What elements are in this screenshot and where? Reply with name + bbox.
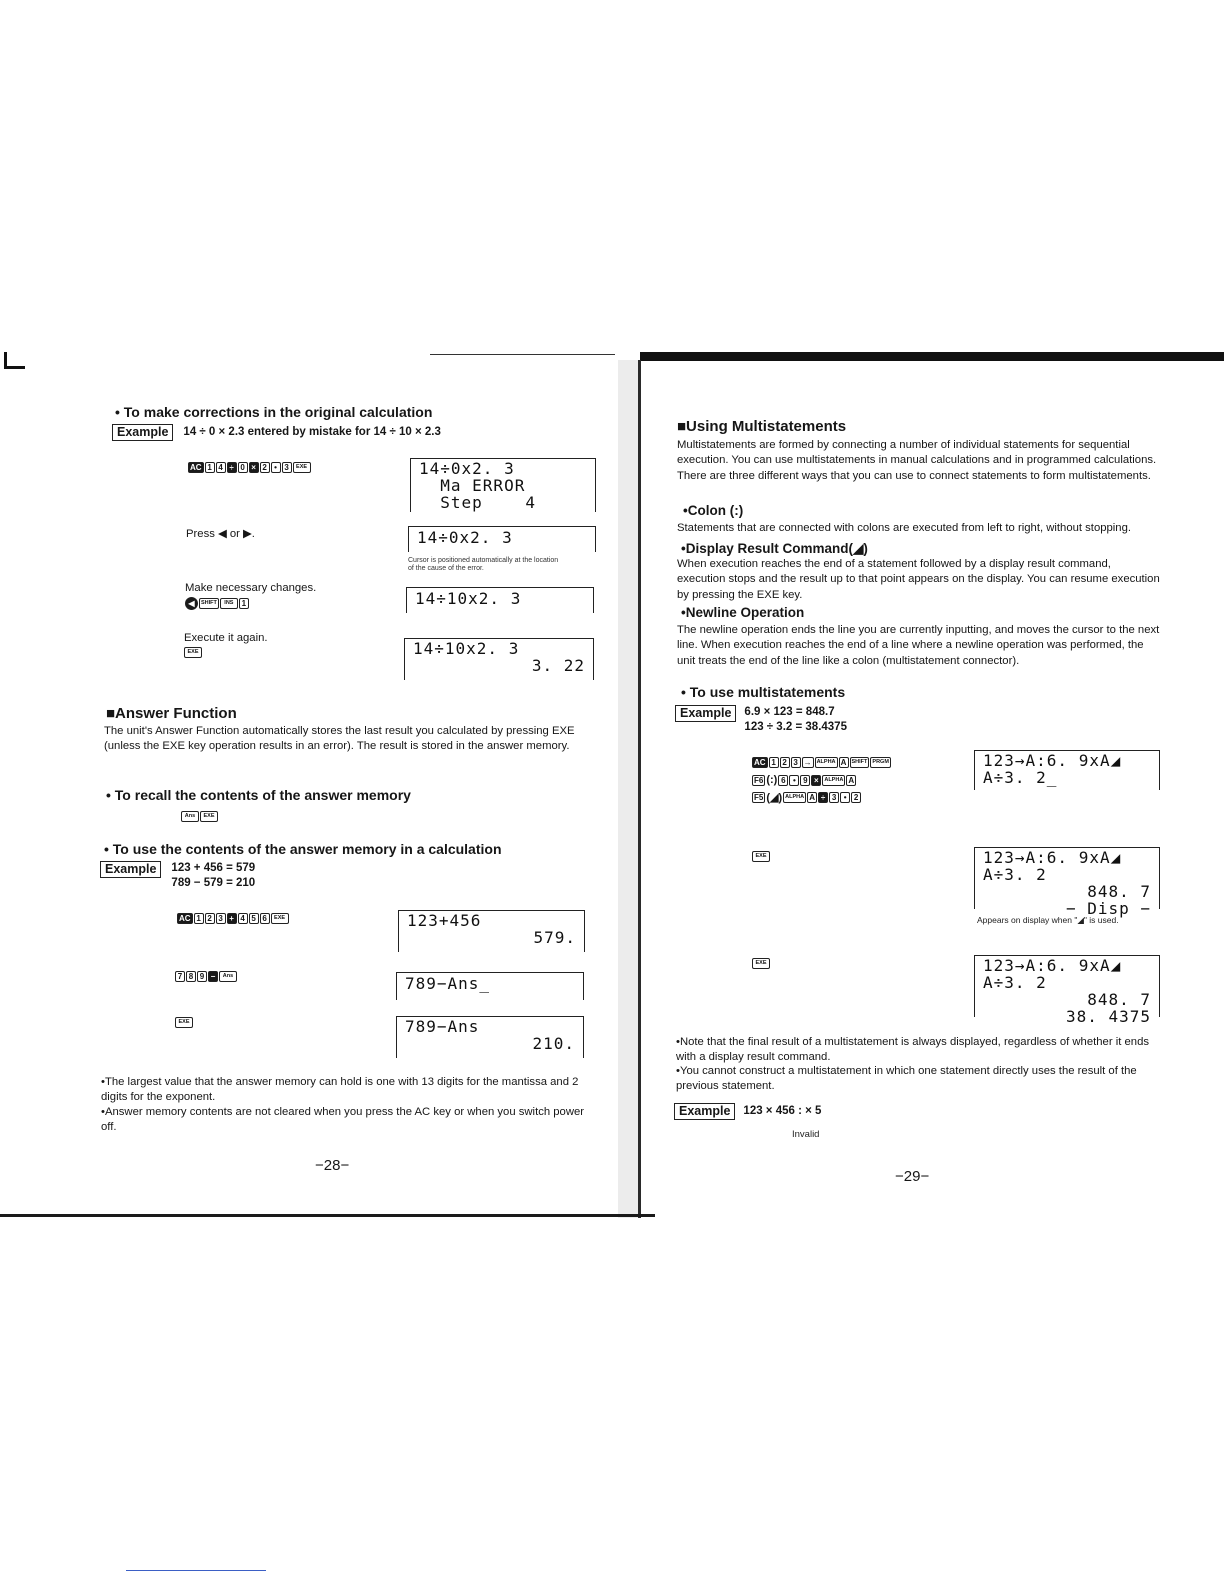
lcd-line-3: Step 4 — [419, 493, 536, 512]
key-5: 5 — [249, 913, 259, 924]
cursor-note-1: Cursor is positioned automatically at the location — [408, 557, 559, 564]
lcd-display-cursor — [408, 526, 596, 552]
page-number-right: −29− — [895, 1168, 930, 1185]
key-sequence-exe-m — [752, 851, 770, 862]
lcd-display-edited — [406, 587, 594, 613]
key-point: • — [789, 775, 799, 786]
newline-para: The newline operation ends the line you are currently inputting, and moves the cursor to the next line. When execution reaches the end of a line where a newline operation was performed, the unit treats the end of the line like a colon (multistatement connector). — [677, 624, 1160, 667]
example-3-line-2: 123 ÷ 3.2 = 38.4375 — [744, 721, 847, 733]
lcd-display-final — [974, 955, 1160, 1026]
example-1-text: 14 ÷ 0 × 2.3 entered by mistake for 14 ÷ 10 × 2.3 — [183, 426, 441, 438]
example-label: Example — [100, 861, 161, 878]
key-point: • — [840, 792, 850, 803]
key-ac: AC — [754, 758, 766, 767]
key-3: 3 — [282, 462, 292, 473]
key-8: 8 — [186, 971, 196, 982]
lcd-line-1: 123→A:6. 9xA◢ — [983, 956, 1122, 975]
key-exe: EXE — [175, 1017, 193, 1028]
cursor-note-2: of the cause of the error. — [408, 565, 484, 572]
key-divide: ÷ — [818, 792, 828, 803]
example-3-line-1: 6.9 × 123 = 848.7 — [744, 706, 835, 718]
key-exe: EXE — [752, 958, 770, 969]
lcd-line-1: 14÷10x2. 3 — [413, 639, 520, 658]
recall-heading: • To recall the contents of the answer memory — [106, 787, 411, 803]
key-2: 2 — [851, 792, 861, 803]
colon-label: (:) — [766, 774, 778, 786]
key-plus: + — [227, 913, 237, 924]
example-4-text: 123 × 456 : × 5 — [743, 1105, 822, 1117]
key-f6: F6 — [754, 775, 764, 785]
lcd-line-2: 579. — [533, 928, 576, 947]
key-a: A — [807, 792, 817, 803]
lcd-line-3: 848. 7 — [1087, 990, 1151, 1009]
answer-function-para: The unit's Answer Function automatically stores the last result you calculated by pressing EXE (unless the EXE key operation results in an error). The result is stored in the answer memory. — [104, 725, 575, 753]
lcd-display-difference — [396, 1016, 584, 1058]
example-1 — [112, 424, 441, 441]
key-sequence-3 — [177, 913, 289, 924]
lcd-line-1: 14÷0x2. 3 — [417, 528, 513, 547]
key-sequence-m2 — [752, 774, 856, 786]
key-1: 1 — [205, 462, 215, 473]
key-4: 4 — [238, 913, 248, 924]
key-1: 1 — [194, 913, 204, 924]
link-underline — [126, 1570, 266, 1571]
example-label: Example — [674, 1103, 735, 1120]
key-ans: Ans — [219, 971, 237, 982]
lcd-line-2: 210. — [532, 1034, 575, 1053]
lcd-line-3: 848. 7 — [1087, 882, 1151, 901]
lcd-display-error — [410, 458, 596, 512]
lcd-line-1: 123→A:6. 9xA◢ — [983, 751, 1122, 770]
example-2 — [100, 861, 255, 891]
key-sequence-m1 — [752, 757, 891, 768]
key-4: 4 — [216, 462, 226, 473]
key-exe: EXE — [271, 913, 289, 924]
key-ans: Ans — [181, 811, 199, 822]
example-2-line-2: 789 − 579 = 210 — [171, 877, 256, 889]
multistatement-note-1: •Note that the final result of a multistatement is always displayed, regardless of whether it ends with a display result command. — [676, 1036, 1150, 1064]
key-0: 0 — [238, 462, 248, 473]
press-arrow-text: Press ◀ or ▶. — [186, 528, 255, 540]
key-exe: EXE — [184, 647, 202, 658]
key-f5: F5 — [754, 793, 764, 802]
example-3 — [675, 705, 847, 735]
lcd-line-2: A÷3. 2 — [983, 865, 1047, 884]
key-sequence-exe-m2 — [752, 958, 770, 969]
key-7: 7 — [175, 971, 185, 982]
gutter-line — [638, 360, 641, 1218]
key-multiply: × — [811, 775, 821, 786]
answer-memory-note-2: •Answer memory contents are not cleared when you press the AC key or when you switch power off. — [101, 1106, 585, 1134]
lcd-line-1: 123+456 — [407, 911, 482, 930]
key-9: 9 — [197, 971, 207, 982]
lcd-display-ans-input — [396, 972, 584, 1000]
key-2: 2 — [205, 913, 215, 924]
invalid-label: Invalid — [792, 1129, 820, 1140]
multistatements-heading: ■Using Multistatements — [677, 418, 847, 435]
answer-function-heading: ■Answer Function — [106, 705, 237, 722]
key-shift: SHIFT — [199, 598, 219, 609]
key-exe: EXE — [752, 851, 770, 862]
right-page-top-bar — [640, 352, 1224, 361]
key-6: 6 — [778, 775, 788, 786]
key-sequence-1 — [188, 462, 311, 473]
lcd-line-1: 14÷10x2. 3 — [415, 589, 522, 608]
key-sequence-recall — [181, 811, 218, 822]
lcd-line-1: 789−Ans_ — [405, 974, 491, 993]
newline-heading: •Newline Operation — [681, 605, 805, 620]
lcd-line-4: − Disp − — [1065, 899, 1151, 918]
key-exe: EXE — [293, 462, 311, 473]
use-answer-heading: • To use the contents of the answer memory in a calculation — [104, 841, 502, 857]
key-sequence-4 — [175, 971, 237, 982]
use-multistatements-heading: • To use multistatements — [681, 684, 846, 700]
example-2-line-1: 123 + 456 = 579 — [171, 862, 256, 874]
key-prgm: PRGM — [870, 757, 891, 768]
page-number-left: −28− — [315, 1157, 350, 1174]
key-1: 1 — [769, 757, 779, 768]
corrections-heading: • To make corrections in the original calculation — [115, 404, 433, 420]
example-4 — [674, 1103, 821, 1120]
left-page-top-rule — [430, 354, 615, 355]
key-sequence-exe — [184, 647, 202, 658]
display-command-label: (◢) — [766, 792, 783, 804]
colon-para: Statements that are connected with colons are executed from left to right, without stopping. — [677, 522, 1132, 534]
lcd-line-4: 38. 4375 — [1065, 1007, 1151, 1026]
display-result-para: When execution reaches the end of a statement followed by a display result command, execution stops and the result up to that point appears on the display. You can resume execution by pressing the EXE key. — [677, 558, 1160, 601]
execute-again-text: Execute it again. — [184, 632, 268, 644]
key-assign: → — [803, 758, 812, 767]
lcd-line-2: Ma ERROR — [419, 476, 526, 495]
key-exe: EXE — [200, 811, 218, 822]
lcd-line-2: A÷3. 2 — [983, 973, 1047, 992]
key-9: 9 — [800, 775, 810, 786]
key-left-arrow: ◀ — [185, 597, 198, 610]
key-minus: − — [208, 971, 218, 982]
lcd-display-result — [404, 638, 594, 680]
key-6: 6 — [260, 913, 270, 924]
left-page-bottom-rule — [0, 1214, 655, 1217]
page-gutter — [618, 360, 640, 1218]
lcd-line-2: 3. 22 — [531, 656, 585, 675]
appears-on-display-note: Appears on display when "◢" is used. — [977, 915, 1119, 925]
lcd-display-disp — [974, 847, 1160, 918]
key-a: A — [839, 757, 849, 768]
key-shift: SHIFT — [850, 757, 870, 768]
key-divide: ÷ — [227, 462, 237, 473]
display-result-heading: •Display Result Command(◢) — [681, 541, 868, 556]
key-1: 1 — [239, 598, 249, 609]
key-ins: INS — [220, 598, 238, 609]
key-alpha: ALPHA — [822, 775, 845, 786]
key-2: 2 — [260, 462, 270, 473]
key-ac: AC — [190, 463, 202, 472]
key-3: 3 — [829, 792, 839, 803]
multistatements-para: Multistatements are formed by connecting a number of individual statements for sequential execution. You can use multistatements in manual calculations and in programmed calculations. There are three different ways that you can use to connect statements to form multistatements. — [677, 439, 1157, 482]
key-alpha: ALPHA — [815, 757, 838, 768]
key-3: 3 — [216, 913, 226, 924]
lcd-display-sum — [398, 910, 585, 952]
key-multiply: × — [249, 462, 259, 473]
key-3: 3 — [791, 757, 801, 768]
key-sequence-m3 — [752, 791, 861, 804]
key-point: • — [271, 462, 281, 473]
key-sequence-exe-2 — [175, 1017, 193, 1028]
key-alpha: ALPHA — [783, 792, 806, 803]
make-changes-text: Make necessary changes. — [185, 582, 317, 594]
lcd-line-2: A÷3. 2_ — [983, 768, 1058, 787]
multistatement-note-2: •You cannot construct a multistatement in which one statement directly uses the result of the previous statement. — [676, 1065, 1137, 1093]
lcd-line-1: 123→A:6. 9xA◢ — [983, 848, 1122, 867]
answer-memory-note-1: •The largest value that the answer memory can hold is one with 13 digits for the mantissa and 2 digits for the exponent. — [101, 1076, 579, 1104]
lcd-display-multi-input — [974, 750, 1160, 790]
example-label: Example — [112, 424, 173, 441]
key-2: 2 — [780, 757, 790, 768]
example-label: Example — [675, 705, 736, 722]
key-ac: AC — [179, 914, 191, 923]
lcd-line-1: 789−Ans — [405, 1017, 480, 1036]
colon-heading: •Colon (:) — [683, 503, 744, 518]
key-a: A — [846, 775, 856, 786]
lcd-line-1: 14÷0x2. 3 — [419, 459, 515, 478]
corner-crop-mark — [4, 352, 25, 369]
key-sequence-2 — [185, 597, 249, 610]
